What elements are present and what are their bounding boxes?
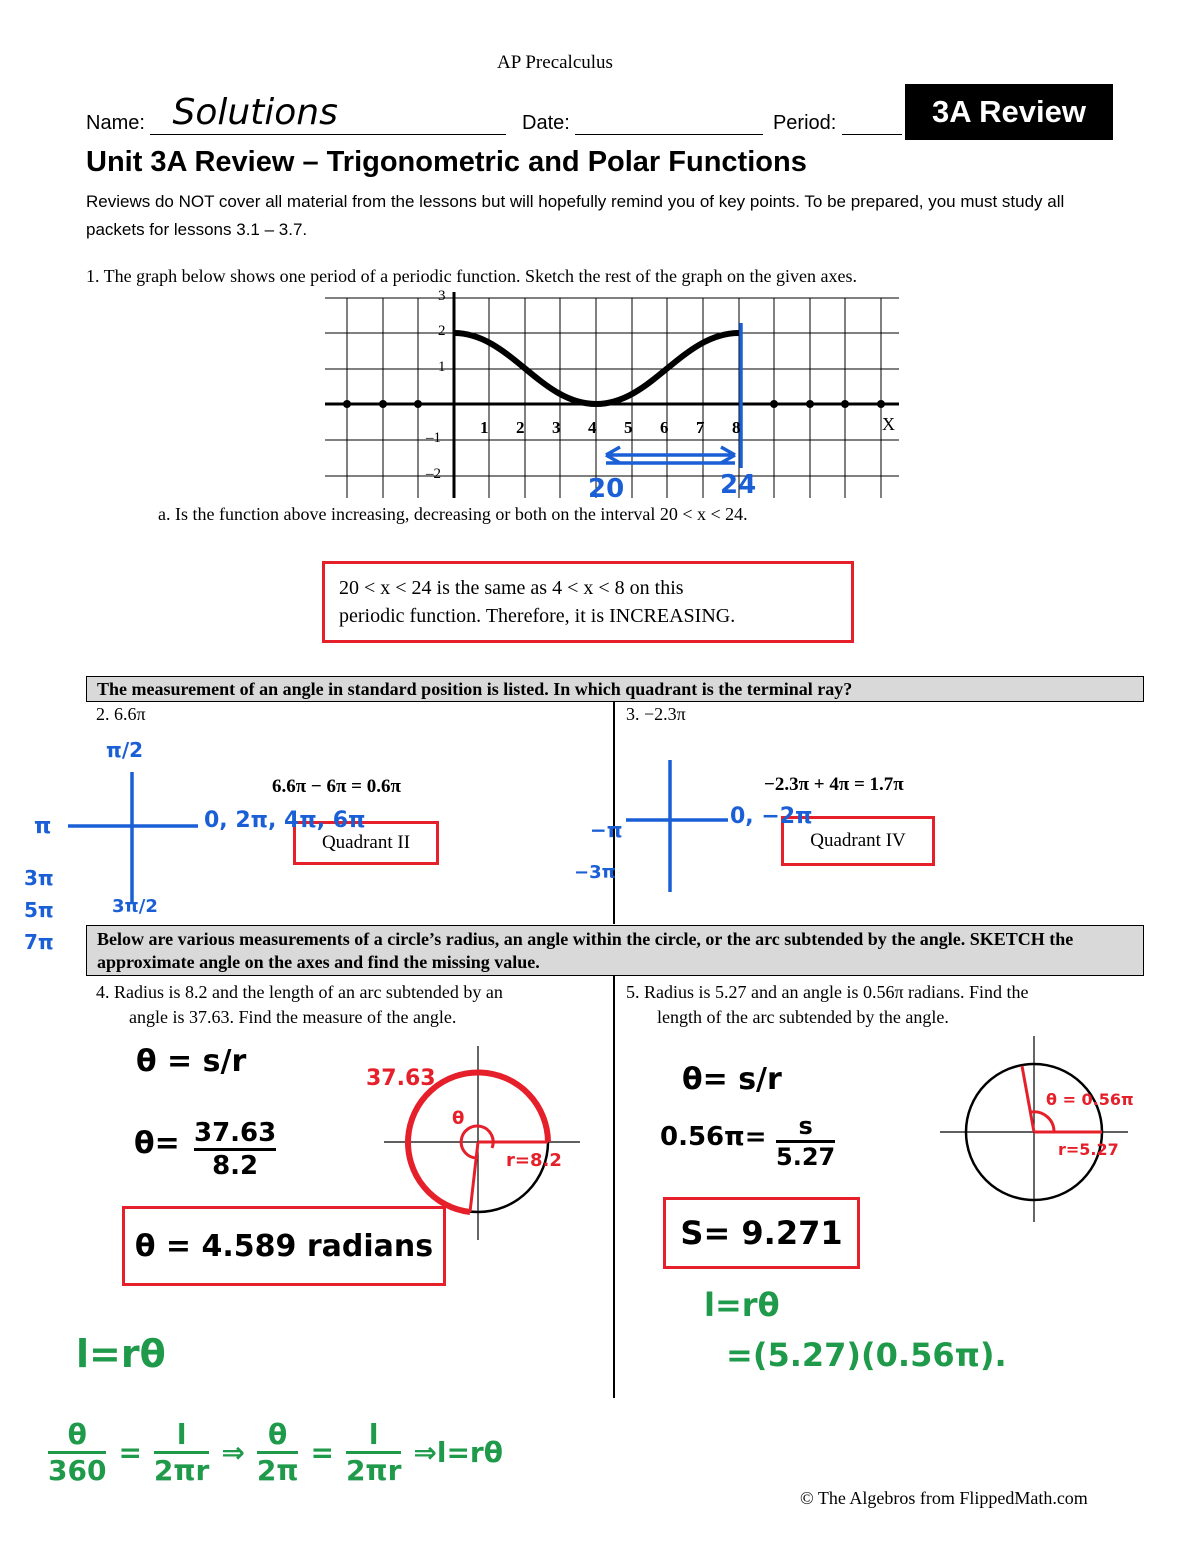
q3-work: −2.3π + 4π = 1.7π (764, 774, 904, 795)
equals-sign: = (118, 1436, 142, 1469)
hand-20: 20 (588, 474, 625, 504)
x-tick: 5 (624, 418, 633, 437)
q5-radius-label: r=5.27 (1058, 1140, 1119, 1159)
date-label: Date: (522, 112, 570, 134)
y-tick: 1 (438, 359, 446, 375)
implies-arrow: ⇒ (221, 1436, 245, 1469)
q5-circle-diagram (940, 1036, 1128, 1222)
q5-green-work: =(5.27)(0.56π). (726, 1336, 1007, 1374)
section3-divider (613, 976, 615, 1398)
frac-theta-360 (48, 1418, 106, 1487)
q5-step2-den: 5.27 (776, 1143, 836, 1171)
q5-prompt (626, 980, 1029, 1030)
q5-prompt-line2: length of the arc subtended by the angle. (657, 1007, 949, 1027)
q4-step2-den: 8.2 (212, 1151, 259, 1181)
q3-hand-left: −π (590, 818, 623, 842)
q3-axes (626, 760, 728, 892)
q4-green-formula: l=rθ (76, 1332, 166, 1376)
q5-angle-label: θ = 0.56π (1046, 1090, 1134, 1109)
x-tick: 3 (552, 418, 561, 437)
q4-step2-fraction (194, 1118, 276, 1181)
hand-24: 24 (720, 470, 757, 500)
frac-num: θ (48, 1418, 106, 1454)
q5-green-formula: l=rθ (704, 1286, 780, 1324)
q2-axes (68, 772, 198, 902)
frac-num: l (154, 1418, 209, 1454)
q2-hand-list-item: 7π (24, 930, 54, 954)
frac-den: 2πr (153, 1454, 210, 1487)
frac-num: l (346, 1418, 401, 1454)
y-tick: 2 (438, 323, 446, 339)
q5-step2-num: s (776, 1112, 835, 1143)
period-label: Period: (772, 112, 837, 134)
q5-answer-box: S= 9.271 (663, 1197, 860, 1269)
q2-label: 2. 6.6π (96, 704, 146, 724)
interval-arrow (606, 447, 735, 463)
q2-answer-box: Quadrant II (293, 821, 439, 865)
x-tick: 4 (588, 418, 597, 437)
course-title: AP Precalculus (497, 52, 613, 73)
q1-answer-line1: 20 < x < 24 is the same as 4 < x < 8 on this (339, 577, 684, 599)
q5-step1: θ= s/r (682, 1062, 782, 1097)
x-axis-label: X (882, 414, 895, 434)
q3-label: 3. −2.3π (626, 704, 686, 724)
x-tick: 6 (660, 418, 669, 437)
equals-sign: = (310, 1436, 334, 1469)
name-value: Solutions (172, 92, 338, 133)
frac-l-2pir-2 (346, 1418, 401, 1487)
q2-hand-list-item: 3π (24, 866, 54, 890)
x-tick: 1 (480, 418, 489, 437)
derivation-result: ⇒l=rθ (413, 1436, 503, 1469)
frac-l-2pir (154, 1418, 209, 1487)
x-tick: 8 (732, 418, 741, 437)
unit-title: Unit 3A Review – Trigonometric and Polar Functions (86, 146, 807, 178)
q5-prompt-line1: 5. Radius is 5.27 and an angle is 0.56π radians. Find the (626, 982, 1029, 1002)
q5-step2-fraction (776, 1112, 835, 1171)
section2-divider (613, 702, 615, 924)
q5-step2-left: 0.56π= (660, 1122, 767, 1152)
section2-heading: The measurement of an angle in standard position is listed. In which quadrant is the terminal ray? (86, 676, 1144, 702)
x-tick: 2 (516, 418, 525, 437)
q4-answer-box: θ = 4.589 radians (122, 1206, 446, 1286)
intro-text: Reviews do NOT cover all material from the lessons but will hopefully remind you of key points. To be prepared, you must study all packets for lessons 3.1 – 3.7. (86, 192, 1065, 239)
q4-arc-label: 37.63 (366, 1066, 436, 1091)
q4-radius-label: r=8.2 (506, 1150, 562, 1171)
frac-num: θ (257, 1418, 299, 1454)
y-tick: –2 (426, 466, 441, 482)
q2-work: 6.6π − 6π = 0.6π (272, 776, 401, 797)
section3-heading: Below are various measurements of a circle’s radius, an angle within the circle, or the arc subtended by the angle. SKETCH the approximate angle on the axes and find the missing value. (86, 925, 1144, 976)
q4-theta-label: θ (452, 1108, 465, 1129)
frac-den: 360 (48, 1454, 107, 1487)
name-label: Name: (86, 112, 145, 134)
review-badge: 3A Review (905, 84, 1113, 140)
q3-answer-box: Quadrant IV (781, 816, 935, 866)
q1-prompt: 1. The graph below shows one period of a periodic function. Sketch the rest of the graph on the given axes. (86, 266, 857, 286)
q2-hand-right: 0, 2π, 4π, 6π (204, 808, 366, 833)
q3-hand-right: 0, −2π (730, 804, 813, 829)
grid-horizontal-lines (325, 298, 899, 476)
bottom-derivation (48, 1418, 503, 1487)
x-tick: 7 (696, 418, 705, 437)
q4-step2-num: 37.63 (194, 1118, 276, 1151)
q2-hand-list (24, 862, 54, 958)
frac-theta-2pi (257, 1418, 299, 1487)
q4-step2-theta: θ= (134, 1126, 180, 1161)
q4-step1: θ = s/r (136, 1044, 247, 1079)
q1-part-a: a. Is the function above increasing, decreasing or both on the interval 20 < x < 24. (158, 504, 748, 524)
q4-prompt-line2: angle is 37.63. Find the measure of the angle. (129, 1007, 457, 1027)
q4-prompt-line1: 4. Radius is 8.2 and the length of an arc subtended by an (96, 982, 503, 1002)
q2-hand-left: π (34, 814, 52, 839)
frac-den: 2πr (345, 1454, 402, 1487)
q2-hand-bottom: 3π/2 (112, 896, 158, 917)
q1-answer-line2: periodic function. Therefore, it is INCREASING. (339, 605, 736, 627)
q2-hand-list-item: 5π (24, 898, 54, 922)
y-tick: 3 (438, 288, 446, 304)
frac-den: 2π (256, 1454, 299, 1487)
footer-credit: © The Algebros from FlippedMath.com (800, 1488, 1088, 1508)
q1-answer-box (322, 561, 854, 643)
q2-hand-top: π/2 (106, 738, 144, 762)
q4-prompt (96, 980, 503, 1030)
y-tick: –1 (426, 430, 441, 446)
q1-graph (325, 292, 899, 498)
q3-hand-left2: −3π (574, 862, 616, 883)
